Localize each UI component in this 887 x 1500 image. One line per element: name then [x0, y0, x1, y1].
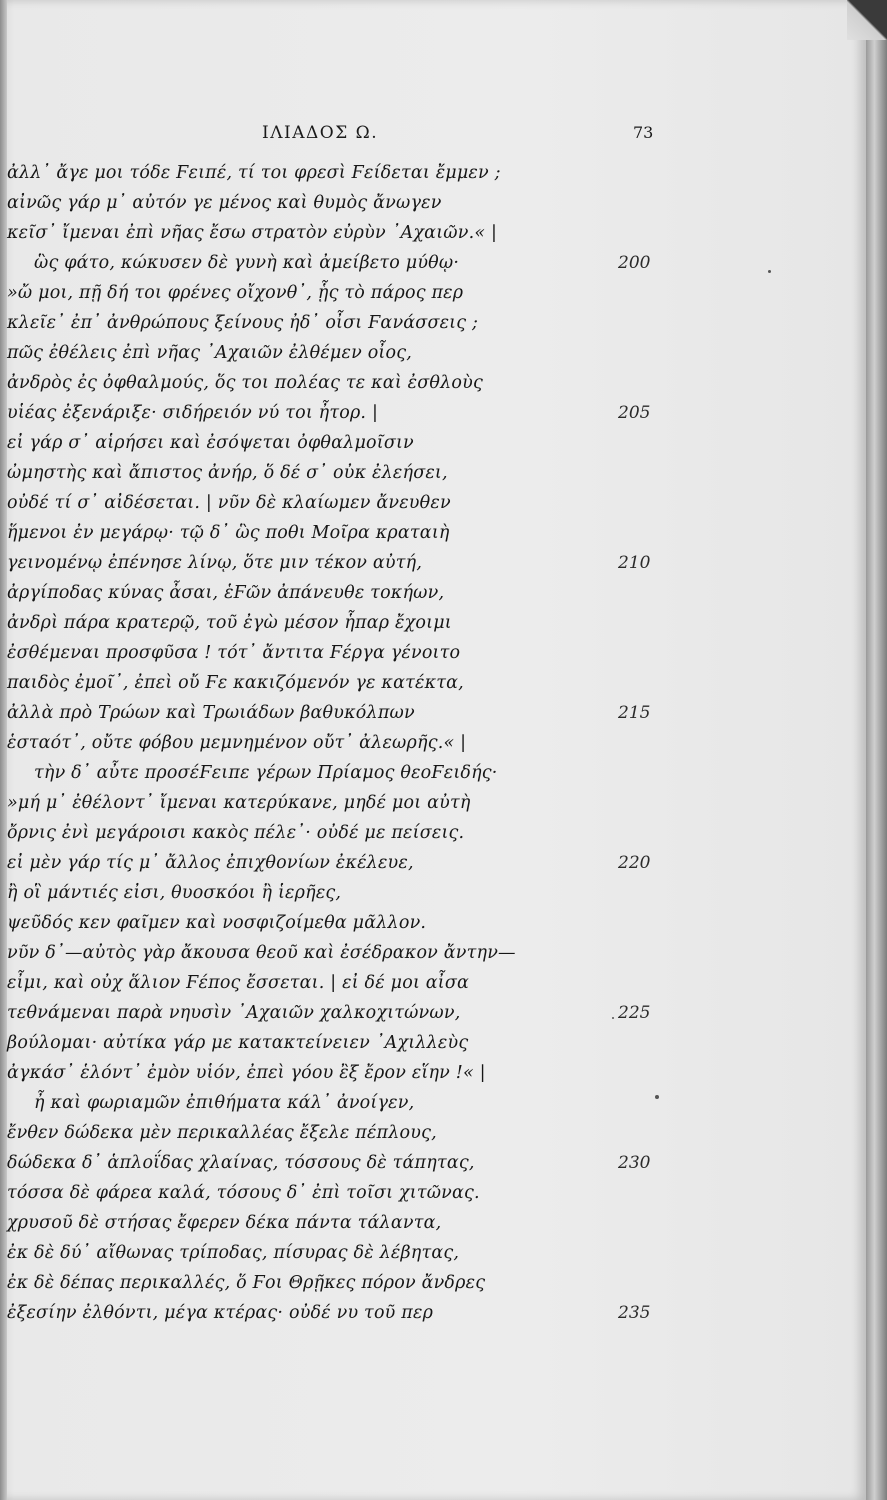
line-number: 235	[618, 1303, 651, 1323]
verse-line	[0, 218, 866, 248]
verse-line	[0, 1238, 866, 1268]
verse-line-text: εἰ γάρ σ᾽ αἱρήσει καὶ ἐσόψεται ὀφθαλμοῖσιν	[7, 433, 414, 453]
verse-line	[0, 818, 866, 848]
verse-line-text: τεθνάμεναι παρὰ νηυσὶν ᾽Αχαιῶν χαλκοχιτώνων,	[7, 1003, 461, 1023]
page-corner	[847, 0, 887, 40]
line-number: 230	[618, 1153, 651, 1173]
line-number: 215	[618, 703, 651, 723]
verse-line	[0, 338, 866, 368]
verse-line-text: νῦν δ᾽—αὐτὸς γὰρ ἄκουσα θεοῦ καὶ ἐσέδρακον ἄντην—	[7, 943, 516, 963]
verse-line	[0, 308, 866, 338]
verse-line-text: ὄρνις ἐνὶ μεγάροισι κακὸς πέλε᾽· οὐδέ με πείσεις.	[7, 823, 465, 843]
paper-speck	[655, 1095, 659, 1099]
verse-line	[0, 1298, 866, 1328]
verse-line-text: δώδεκα δ᾽ ἁπλοΐδας χλαίνας, τόσσους δὲ τάπητας,	[7, 1153, 475, 1173]
verse-line	[0, 488, 866, 518]
verse-line	[0, 938, 866, 968]
verse-line-text: τὴν δ᾽ αὖτε προσέϜειπε γέρων Πρίαμος θεοϜειδής·	[34, 763, 498, 783]
page-number: 73	[633, 123, 654, 142]
page-header	[0, 123, 866, 147]
verse-line	[0, 548, 866, 578]
paper-speck	[612, 1017, 614, 1019]
verse-line	[0, 458, 866, 488]
verse-line-text: ὠμηστὴς καὶ ἄπιστος ἀνήρ, ὅ δέ σ᾽ οὐκ ἐλεήσει,	[7, 463, 448, 483]
verse-line	[0, 158, 866, 188]
verse-line	[0, 398, 866, 428]
verse-line	[0, 368, 866, 398]
verse-line-text: ἔνθεν δώδεκα μὲν περικαλλέας ἔξελε πέπλους,	[7, 1123, 437, 1143]
verse-line	[0, 1208, 866, 1238]
verse-line-text: πῶς ἐθέλεις ἐπὶ νῆας ᾽Αχαιῶν ἐλθέμεν οἶος,	[7, 343, 412, 363]
verse-line	[0, 188, 866, 218]
verse-line	[0, 758, 866, 788]
verse-line	[0, 428, 866, 458]
verse-line-text: ἀνδρὶ πάρα κρατερῷ, τοῦ ἐγὼ μέσον ἧπαρ ἔχοιμι	[7, 613, 452, 633]
verse-line-text: ἐξεσίην ἐλθόντι, μέγα κτέρας· οὐδέ νυ τοῦ περ	[7, 1303, 434, 1323]
verse-line-text: βούλομαι· αὐτίκα γάρ με κατακτείνειεν ᾽Αχιλλεὺς	[7, 1033, 469, 1053]
verse-line-text: ὣς φάτο, κώκυσεν δὲ γυνὴ καὶ ἀμείβετο μύθῳ·	[34, 253, 460, 273]
verse-line	[0, 878, 866, 908]
verse-line	[0, 1058, 866, 1088]
verse-line	[0, 698, 866, 728]
verse-line-text: ἀλλὰ πρὸ Τρώων καὶ Τρωιάδων βαθυκόλπων	[7, 703, 415, 723]
verse-line-text: εἰ μὲν γάρ τίς μ᾽ ἄλλος ἐπιχθονίων ἐκέλευε,	[7, 853, 414, 873]
line-number: 210	[618, 553, 651, 573]
verse-line-text: κλεῖε᾽ ἐπ᾽ ἀνθρώπους ξείνους ἠδ᾽ οἶσι Ϝανάσσεις ;	[7, 313, 479, 333]
verse-line-text: ψεῦδός κεν φαῖμεν καὶ νοσφιζοίμεθα μᾶλλον.	[7, 913, 427, 933]
verse-line-text: αἰνῶς γάρ μ᾽ αὐτόν γε μένος καὶ θυμὸς ἄνωγεν	[7, 193, 442, 213]
verse-line	[0, 278, 866, 308]
verse-line	[0, 638, 866, 668]
verse-line	[0, 1028, 866, 1058]
verse-line	[0, 608, 866, 638]
verse-line-text: »μή μ᾽ ἐθέλοντ᾽ ἴμεναι κατερύκανε, μηδέ μοι αὐτὴ	[7, 793, 471, 813]
verse-line	[0, 968, 866, 998]
verse-line-text: ἀγκάσ᾽ ἑλόντ᾽ ἐμὸν υἱόν, ἐπεὶ γόου ἒξ ἔρον εἵην !« |	[7, 1063, 486, 1083]
verse-line-text: ἐσθέμεναι προσφῦσα ! τότ᾽ ἄντιτα Ϝέργα γένοιτο	[7, 643, 461, 663]
verse-line-text: κεῖσ᾽ ἴμεναι ἐπὶ νῆας ἔσω στρατὸν εὐρὺν ᾽Αχαιῶν.« |	[7, 223, 498, 243]
verse-line-text: ἦ καὶ φωριαμῶν ἐπιθήματα κάλ᾽ ἀνοίγεν,	[34, 1093, 415, 1113]
verse-line	[0, 1178, 866, 1208]
line-number: 220	[618, 853, 651, 873]
verse-text-block	[0, 158, 866, 1328]
page-edge-shadow	[866, 0, 887, 1500]
verse-line-text: παιδὸς ἐμοῖ᾽, ἐπεὶ οὔ Ϝε κακιζόμενόν γε κατέκτα,	[7, 673, 464, 693]
verse-line-text: ἀλλ᾽ ἄγε μοι τόδε Ϝειπέ, τί τοι φρεσὶ Ϝείδεται ἔμμεν ;	[7, 163, 501, 183]
verse-line-text: ἥμενοι ἐν μεγάρῳ· τῷ δ᾽ ὣς ποθι Μοῖρα κραταιὴ	[7, 523, 450, 543]
verse-line-text: γεινομένῳ ἐπένησε λίνῳ, ὅτε μιν τέκον αὐτή,	[7, 553, 423, 573]
verse-line-text: τόσσα δὲ φάρεα καλά, τόσους δ᾽ ἐπὶ τοῖσι χιτῶνας.	[7, 1183, 480, 1203]
verse-line-text: ἀργίποδας κύνας ἆσαι, ἑϜῶν ἀπάνευθε τοκήων,	[7, 583, 445, 603]
verse-line-text: χρυσοῦ δὲ στήσας ἔφερεν δέκα πάντα τάλαντα,	[7, 1213, 442, 1233]
verse-line	[0, 248, 866, 278]
verse-line	[0, 668, 866, 698]
verse-line-text: ἢ οἳ μάντιές εἰσι, θυοσκόοι ἢ ἱερῆες,	[7, 883, 342, 903]
verse-line	[0, 1148, 866, 1178]
verse-line	[0, 848, 866, 878]
line-number: 200	[618, 253, 651, 273]
verse-line-text: υἱέας ἐξενάριξε· σιδήρειόν νύ τοι ἦτορ. |	[7, 403, 379, 423]
verse-line-text: ἐκ δὲ δέπας περικαλλές, ὅ Ϝοι Θρῇκες πόρον ἄνδρες	[7, 1273, 486, 1293]
verse-line	[0, 578, 866, 608]
verse-line	[0, 518, 866, 548]
verse-line	[0, 788, 866, 818]
verse-line-text: εἶμι, καὶ οὐχ ἅλιον Ϝέπος ἔσσεται. | εἰ δέ μοι αἶσα	[7, 973, 470, 993]
line-number: 205	[618, 403, 651, 423]
verse-line	[0, 1118, 866, 1148]
verse-line-text: ἐκ δὲ δύ᾽ αἴθωνας τρίποδας, πίσυρας δὲ λέβητας,	[7, 1243, 460, 1263]
paper-speck	[768, 270, 771, 273]
verse-line	[0, 1268, 866, 1298]
verse-line	[0, 998, 866, 1028]
verse-line-text: οὐδέ τί σ᾽ αἰδέσεται. | νῦν δὲ κλαίωμεν ἄνευθεν	[7, 493, 451, 513]
verse-line	[0, 728, 866, 758]
verse-line-text: »ὤ μοι, πῇ δή τοι φρένες οἴχονθ᾽, ᾗς τὸ πάρος περ	[7, 283, 464, 303]
verse-line-text: ἀνδρὸς ἐς ὀφθαλμούς, ὅς τοι πολέας τε καὶ ἐσθλοὺς	[7, 373, 483, 393]
line-number: 225	[618, 1003, 651, 1023]
verse-line-text: ἑσταότ᾽, οὔτε φόβου μεμνημένον οὔτ᾽ ἀλεωρῆς.« |	[7, 733, 467, 753]
verse-line	[0, 908, 866, 938]
verse-line	[0, 1088, 866, 1118]
running-title: ΙΛΙΑΔΟΣ Ω.	[262, 123, 379, 143]
